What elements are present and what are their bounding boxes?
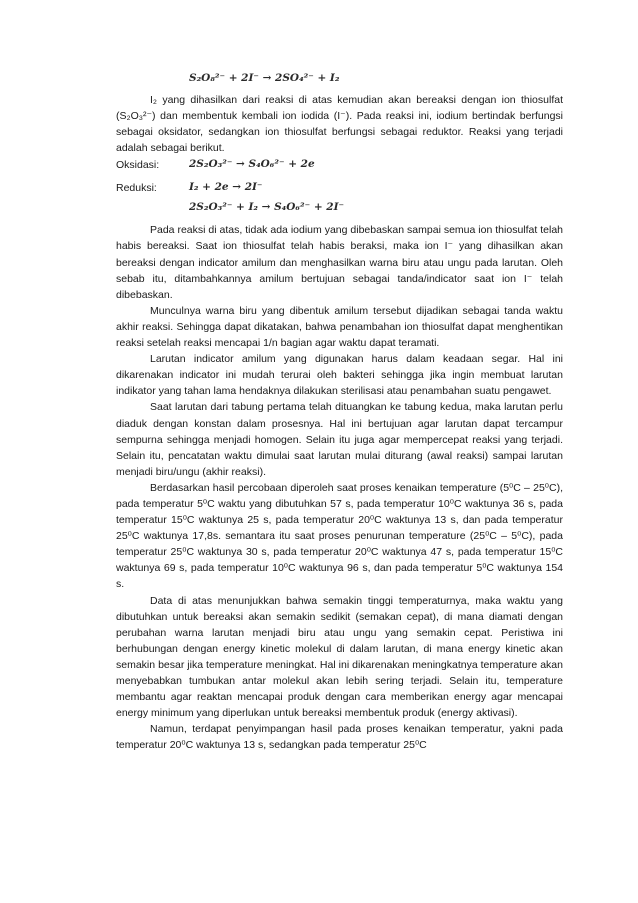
paragraph-iodine-thiosulfate: I₂ yang dihasilkan dari reaksi di atas kemudian akan bereaksi dengan ion thiosulfat (S₂O₃²⁻) dan membentuk kembali ion iodida (I⁻). Pada reaksi ini, iodium bertindak berfungsi sebagai oksidator, sedangkan ion thiosulfat berfungsi sebagai reduktor. Reaksi yang terjadi adalah sebagai berikut.	[116, 94, 563, 155]
document-page	[116, 70, 563, 753]
equation-reduction: I₂ + 2e → 2I⁻	[189, 181, 263, 194]
paragraph-fresh-solution: Larutan indicator amilum yang digunakan harus dalam keadaan segar. Hal ini dikarenakan indicator ini mudah terurai oleh bakteri sehingga jika ingin membuat larutan indikator yang tahan lama hendaknya dilakukan sterilisasi atau penambahan suatu pengawet.	[116, 353, 563, 398]
reduction-row	[116, 179, 563, 199]
oxidation-label: Oksidasi:	[116, 159, 160, 172]
equation-persulfate-iodide: S₂O₈²⁻ + 2I⁻ → 2SO₄²⁻ + I₂	[189, 72, 340, 84]
paragraph-analysis: Data di atas menunjukkan bahwa semakin tinggi temperaturnya, maka waktu yang dibutuhkan untuk bereaksi akan semakin sedikit (semakan cepat), di mana diamati dengan perubahan warna larutan menjadi biru atau ungu yang semakin cepat. Peristiwa ini berhubungan dengan energy kinetic molekul di dalam larutan, di mana energy kinetic akan semakin besar jika temperature meningkat. Hal ini dikarenakan meningkatnya temperature akan menyebabkan tumbukan antar molekul akan lebih sering terjadi. Selain itu, temperature membantu agar reaktan mencapai produk dengan cara memberikan energy agar mencapai energy minimum yang diperlukan untuk bereaksi membentuk produk (energy aktivasi).	[116, 594, 563, 720]
oxidation-row	[116, 156, 563, 179]
equation-net: 2S₂O₃²⁻ + I₂ → S₄O₆²⁻ + 2I⁻	[189, 201, 345, 214]
reduction-label: Reduksi:	[116, 182, 157, 195]
paragraph-results: Berdasarkan hasil percobaan diperoleh saat proses kenaikan temperature (5⁰C – 25⁰C), pada temperatur 5⁰C waktu yang dibutuhkan 57 s, pada temperatur 10⁰C waktunya 36 s, pada temperatur 15⁰C waktunya 25 s, pada temperatur 20⁰C waktunya 13 s, dan pada temperatur 25⁰C waktunya 17,8s. semantara itu saat proses penurunan temperature (25⁰C – 5⁰C), pada temperatur 25⁰C waktunya 30 s, pada temperatur 20⁰C waktunya 47 s, pada temperatur 15⁰C waktunya 69 s, pada temperatur 10⁰C waktunya 96 s, dan pada temperatur 5⁰C waktunya 154 s.	[116, 481, 563, 591]
equation-oxidation: 2S₂O₃²⁻ → S₄O₆²⁻ + 2e	[189, 158, 315, 171]
paragraph-blue-color: Munculnya warna biru yang dibentuk amilum tersebut dijadikan sebagai tanda waktu akhir reaksi. Sehingga dapat dikatakan, bahwa penambahan ion thiosulfat dapat menghentikan reaksi setelah reaksi mencapai 1/n bagian agar waktu dapat teramati.	[116, 304, 563, 350]
paragraph-stirring: Saat larutan dari tabung pertama telah dituangkan ke tabung kedua, maka larutan perlu diaduk dengan konstan dalam prosesnya. Hal ini bertujuan agar larutan dapat tercampur sempurna sehingga menjadi homogen. Selain itu juga agar mempercepat reaksi yang terjadi. Selain itu, pencatatan waktu dimulai saat larutan mulai diturang (awal reaksi) sampai larutan menjadi biru/ungu (akhir reaksi).	[116, 401, 563, 478]
paragraph-amilum-indicator: Pada reaksi di atas, tidak ada iodium yang dibebaskan sampai semua ion thiosulfat telah habis bereaksi. Saat ion thiosulfat telah habis beraksi, maka ion I⁻ yang dihasilkan akan bereaksi dengan indicator amilum dan menghasilkan warna biru atau ungu pada larutan. Oleh sebab itu, ditambahkannya amilum bertujuan sebagai tanda/indicator saat ion I⁻ telah dibebaskan.	[116, 224, 563, 301]
paragraph-deviation: Namun, terdapat penyimpangan hasil pada proses kenaikan temperatur, yakni pada temperatur 20⁰C waktunya 13 s, sedangkan pada temperatur 25⁰C	[116, 723, 563, 752]
